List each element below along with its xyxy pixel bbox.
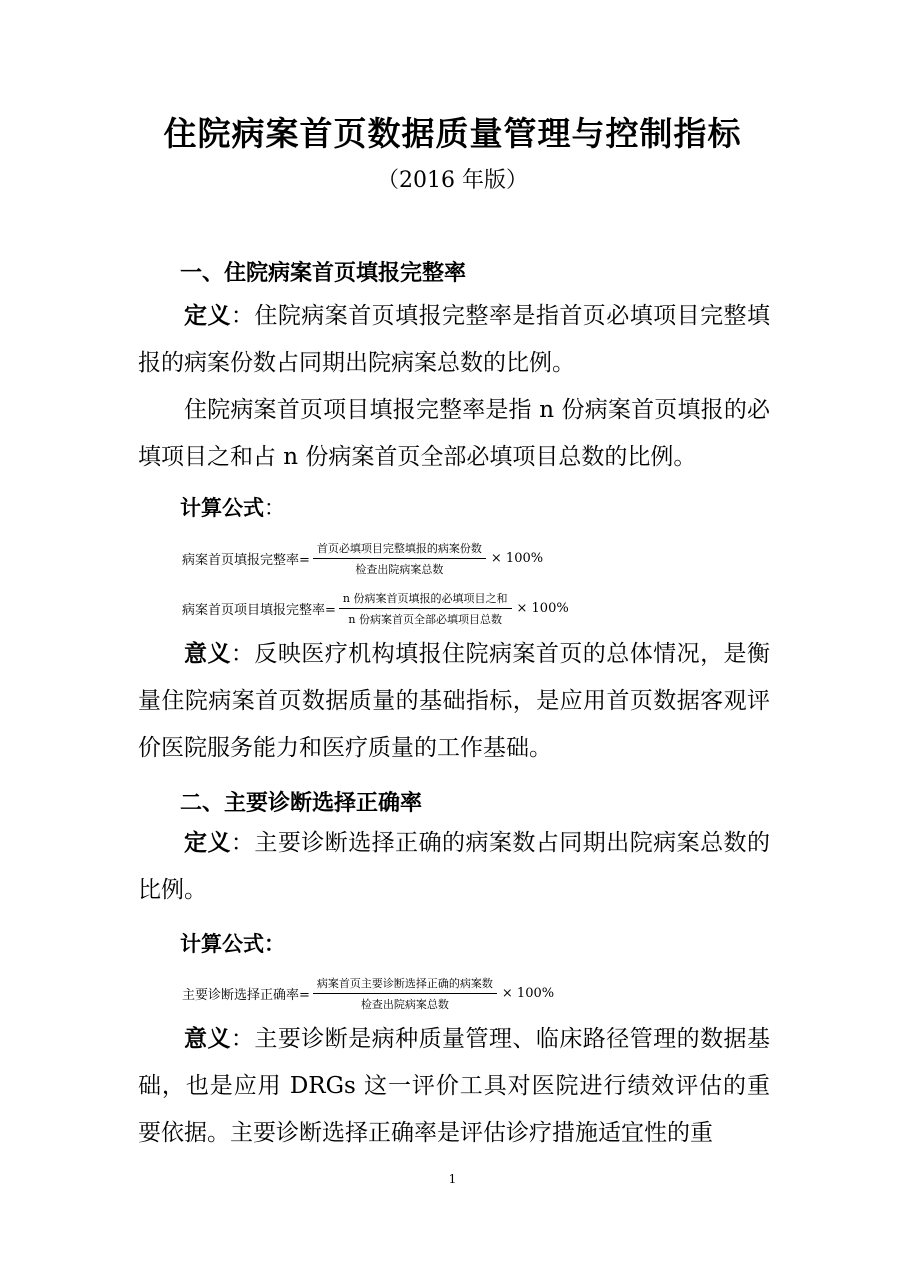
section-2-definition [138, 820, 770, 914]
formula-numerator: 首页必填项目完整填报的病案份数 [313, 540, 486, 559]
section-1-heading: 一、住院病案首页填报完整率 [180, 261, 467, 286]
significance-text: ：反映医疗机构填报住院病案首页的总体情况，是衡量住院病案首页数据质量的基础指标，是应用首页数据客观评价医院服务能力和医疗质量的工作基础。 [138, 641, 771, 761]
significance-text: ：主要诊断是病种质量管理、临床路径管理的数据基础，也是应用 DRGs 这一评价工具对医院进行绩效评估的重要依据。主要诊断选择正确率是评估诊疗措施适宜性的重 [138, 1026, 771, 1146]
formula-lhs: 病案首页填报完整率= [182, 553, 310, 568]
formula-lhs: 病案首页项目填报完整率= [182, 603, 336, 618]
significance-label: 意义 [184, 641, 231, 667]
section-2-heading: 二、主要诊断选择正确率 [180, 791, 423, 816]
formula-fraction [339, 590, 512, 627]
significance-label: 意义 [184, 1026, 231, 1052]
formula-completeness [182, 540, 543, 577]
formula-multiplier: × 100% [516, 601, 569, 616]
formula-label-colon: ： [264, 496, 285, 520]
definition-text: ：主要诊断选择正确的病案数占同期出院病案总数的比例。 [138, 830, 771, 903]
definition-text: ：住院病案首页填报完整率是指首页必填项目完整填报的病案份数占同期出院病案总数的比例。 [138, 303, 771, 376]
section-2-formula-label: 计算公式： [180, 932, 285, 956]
formula-denominator: 检查出院病案总数 [360, 998, 449, 1011]
definition-label: 定义 [184, 303, 231, 329]
formula-denominator: 检查出院病案总数 [355, 563, 444, 576]
formula-fraction [313, 975, 497, 1012]
formula-fraction [313, 540, 486, 577]
formula-diagnosis-accuracy [182, 975, 554, 1012]
formula-multiplier: × 100% [490, 551, 544, 566]
page-title: 住院病案首页数据质量管理与控制指标 [163, 114, 742, 153]
formula-numerator: 病案首页主要诊断选择正确的病案数 [313, 975, 497, 994]
section-1-significance [138, 631, 770, 772]
formula-item-completeness [182, 590, 569, 627]
formula-multiplier: × 100% [501, 986, 555, 1001]
page-number: 1 [448, 1172, 457, 1186]
formula-lhs: 主要诊断选择正确率= [182, 988, 310, 1003]
section-1-definition [138, 293, 770, 387]
definition-label: 定义 [184, 830, 231, 856]
section-1-formula-label [180, 492, 285, 522]
section-1-definition-2: 住院病案首页项目填报完整率是指 n 份病案首页填报的必填项目之和占 n 份病案首页全部必填项目总数的比例。 [138, 397, 770, 470]
section-2-significance [138, 1016, 770, 1157]
page-subtitle: （2016 年版） [377, 168, 528, 193]
formula-numerator: n 份病案首页填报的必填项目之和 [339, 590, 512, 609]
formula-denominator: n 份病案首页全部必填项目总数 [348, 613, 502, 626]
formula-label-text: 计算公式 [180, 496, 264, 520]
